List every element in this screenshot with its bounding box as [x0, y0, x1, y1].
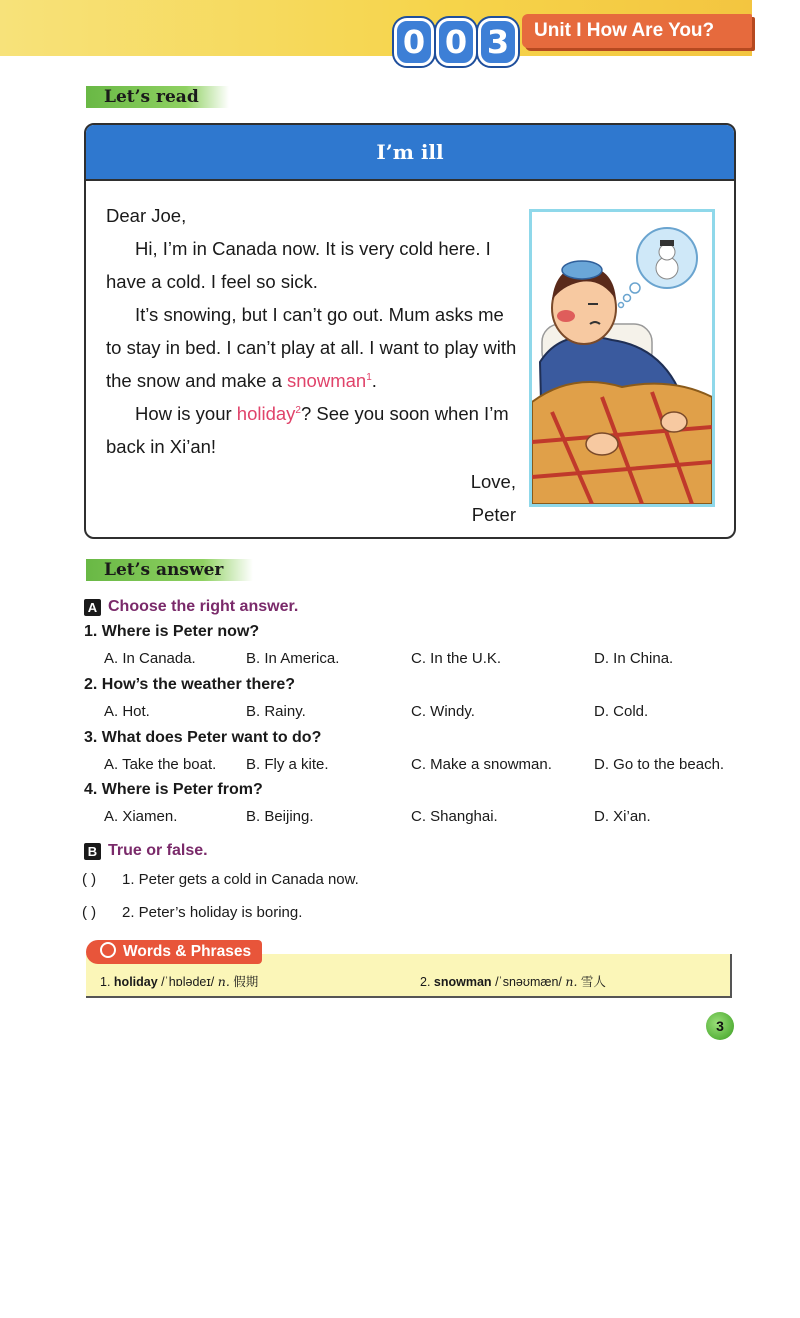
option-d[interactable]: D. Xi’an. — [594, 808, 651, 825]
signature: Peter — [471, 504, 516, 525]
vocab-item-snowman — [420, 972, 606, 990]
lesson-digit: 0 — [436, 18, 476, 66]
option-a[interactable]: A. In Canada. — [104, 650, 196, 667]
vocab-word: snowman — [433, 975, 492, 989]
reading-card — [84, 123, 736, 539]
vocab-num: 2. — [420, 975, 431, 989]
option-b[interactable]: B. Rainy. — [246, 703, 306, 720]
letter-text — [106, 199, 518, 531]
unit-title: Unit I How Are You? — [522, 14, 752, 48]
option-c[interactable]: C. Windy. — [411, 703, 475, 720]
part-b-heading — [84, 842, 208, 860]
closing: Love, — [470, 471, 516, 492]
vocab-pos: n. — [217, 974, 230, 989]
option-b[interactable]: B. In America. — [246, 650, 340, 667]
footnote-1: 1 — [366, 371, 372, 383]
words-phrases-label: Words & Phrases — [123, 943, 252, 960]
reading-title: I’m ill — [86, 125, 734, 181]
question-3: 3. What does Peter want to do? — [84, 729, 322, 746]
sick-boy-illustration — [529, 209, 715, 507]
vocab-ipa: /ˈsnəʊmæn/ — [495, 975, 562, 989]
vocab-pos: n. — [565, 974, 578, 989]
paragraph-2 — [106, 298, 518, 397]
lets-read-tag: Let’s read — [86, 86, 229, 108]
statement-1: 1. Peter gets a cold in Canada now. — [122, 871, 359, 888]
vocab-item-holiday — [100, 972, 258, 990]
page-number: 3 — [706, 1012, 734, 1040]
paragraph-1: Hi, I’m in Canada now. It is very cold here. I have a cold. I feel so sick. — [106, 238, 491, 292]
answer-blank[interactable]: ( ) — [82, 904, 97, 921]
vocab-word-holiday: holiday — [236, 403, 296, 424]
part-a-heading — [84, 598, 298, 616]
true-false-item-2 — [82, 904, 302, 921]
option-d[interactable]: D. In China. — [594, 650, 674, 667]
lesson-digit: 3 — [478, 18, 518, 66]
vocab-meaning: 假期 — [233, 975, 259, 989]
part-a-instruction: Choose the right answer. — [108, 598, 299, 615]
lesson-digit: 0 — [394, 18, 434, 66]
option-a[interactable]: A. Take the boat. — [104, 756, 217, 773]
part-a-badge: A — [84, 599, 101, 616]
option-b[interactable]: B. Beijing. — [246, 808, 314, 825]
option-c[interactable]: C. Make a snowman. — [411, 756, 552, 773]
ice-pack-icon — [562, 261, 602, 279]
option-d[interactable]: D. Go to the beach. — [594, 756, 725, 773]
true-false-item-1 — [82, 871, 359, 888]
paragraph-2-end: . — [371, 370, 377, 391]
paragraph-3 — [106, 397, 518, 463]
vocab-ipa: /ˈhɒlədeɪ/ — [161, 975, 215, 989]
vocab-num: 1. — [100, 975, 111, 989]
sick-boy-drawing — [532, 212, 712, 504]
vocab-word-snowman: snowman — [287, 370, 367, 391]
part-b-instruction: True or false. — [108, 842, 208, 859]
vocab-word: holiday — [113, 975, 158, 989]
part-b-badge: B — [84, 843, 101, 860]
option-d[interactable]: D. Cold. — [594, 703, 649, 720]
lets-answer-tag: Let’s answer — [86, 559, 253, 581]
question-1: 1. Where is Peter now? — [84, 623, 260, 640]
lesson-number — [394, 18, 518, 66]
paragraph-3-end: ? See you soon when I’m back in Xi’an! — [106, 403, 509, 457]
answer-blank[interactable]: ( ) — [82, 871, 97, 888]
paragraph-2-text: It’s snowing, but I can’t go out. Mum asks me to stay in bed. I can’t play at all. I want to play with the snow and make a — [106, 304, 517, 391]
option-b[interactable]: B. Fly a kite. — [246, 756, 329, 773]
salutation: Dear Joe, — [106, 205, 187, 226]
statement-2: 2. Peter’s holiday is boring. — [122, 904, 303, 921]
option-c[interactable]: C. In the U.K. — [411, 650, 502, 667]
target-icon — [100, 942, 116, 958]
footnote-2: 2 — [295, 404, 301, 416]
option-a[interactable]: A. Hot. — [104, 703, 150, 720]
question-2: 2. How’s the weather there? — [84, 676, 296, 693]
option-c[interactable]: C. Shanghai. — [411, 808, 498, 825]
words-phrases-tag — [86, 940, 262, 964]
option-a[interactable]: A. Xiamen. — [104, 808, 178, 825]
question-4: 4. Where is Peter from? — [84, 781, 263, 798]
paragraph-3-text: How is your — [135, 403, 237, 424]
vocab-meaning: 雪人 — [580, 975, 606, 989]
